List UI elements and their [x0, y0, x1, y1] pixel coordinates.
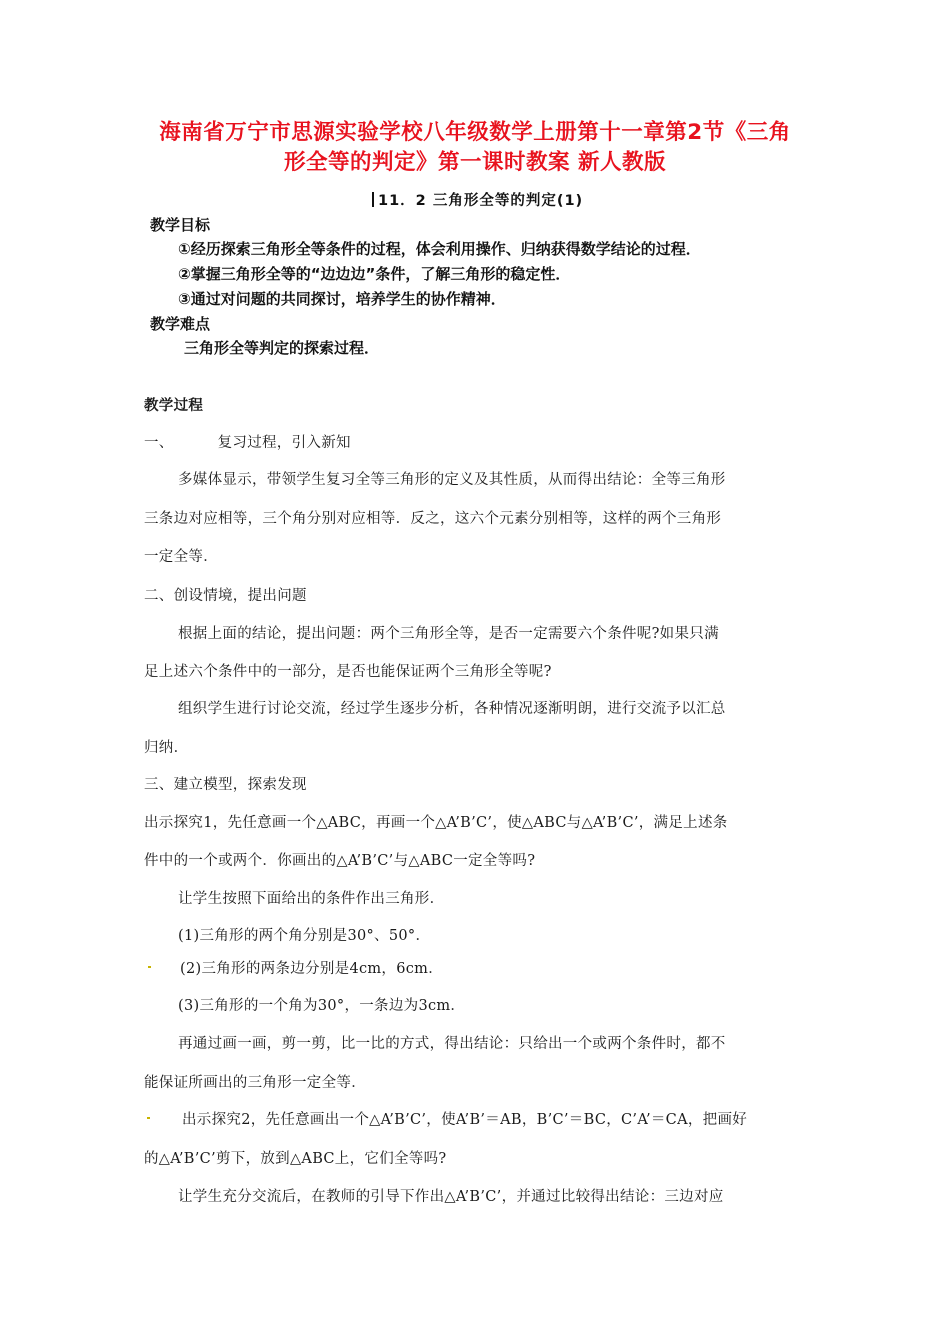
paragraph: 组织学生进行讨论交流，经过学生逐步分析，各种情况逐渐明朗，进行交流予以汇总 [178, 701, 726, 717]
paragraph: 一定全等． [144, 549, 218, 565]
paragraph: 能保证所画出的三角形一定全等． [144, 1075, 366, 1091]
section3-heading: 三、建立模型，探索发现 [144, 777, 307, 793]
paragraph: 归纳． [144, 740, 189, 756]
section1-title: 复习过程，引入新知 [217, 435, 351, 451]
difficulty-text: 三角形全等判定的探索过程． [184, 339, 380, 357]
lesson-heading-text: 11．2 三角形全等的判定(1) [378, 193, 584, 209]
paragraph: 再通过画一画，剪一剪，比一比的方式，得出结论：只给出一个或两个条件时，都不 [178, 1036, 726, 1052]
goals-label: 教学目标 [150, 216, 211, 234]
title-line-2: 形全等的判定》第一课时教案 新人教版 [284, 150, 666, 175]
paragraph: 件中的一个或两个．你画出的△A’B’C’与△ABC一定全等吗? [144, 853, 536, 869]
heading-bar [372, 192, 374, 207]
paragraph: 三条边对应相等，三个角分别对应相等．反之，这六个元素分别相等，这样的两个三角形 [144, 511, 722, 527]
lesson-heading [372, 189, 583, 210]
goal-item: ③通过对问题的共同探讨，培养学生的协作精神． [178, 290, 506, 308]
goal-item: ①经历探索三角形全等条件的过程，体会利用操作、归纳获得数学结论的过程． [178, 240, 701, 258]
paragraph: 出示探究2，先任意画出一个△A’B’C’，使A’B’＝AB，B’C’＝BC，C’A’＝CA，把画好 [182, 1112, 748, 1128]
difficulty-label: 教学难点 [150, 315, 211, 333]
paragraph: 根据上面的结论，提出问题：两个三角形全等，是否一定需要六个条件呢?如果只满 [178, 626, 719, 642]
stray-mark [147, 1117, 150, 1119]
title-line-1: 海南省万宁市思源实验学校八年级数学上册第十一章第2节《三角 [159, 120, 791, 145]
paragraph: 足上述六个条件中的一部分，是否也能保证两个三角形全等呢? [144, 664, 552, 680]
paragraph: 让学生充分交流后，在教师的引导下作出△A’B’C’，并通过比较得出结论：三边对应 [178, 1189, 724, 1205]
paragraph: 的△A’B’C’剪下，放到△ABC上，它们全等吗? [144, 1151, 447, 1167]
condition-item: (3)三角形的一个角为30°，一条边为3cm． [178, 998, 466, 1014]
process-label: 教学过程 [144, 398, 204, 414]
section1-heading [144, 431, 814, 452]
document-title [120, 118, 830, 178]
stray-mark [148, 966, 151, 968]
paragraph: 出示探究1，先任意画一个△ABC，再画一个△A’B’C’，使△ABC与△A’B’C’，满足上述条 [144, 815, 728, 831]
paragraph: 让学生按照下面给出的条件作出三角形． [178, 891, 445, 907]
condition-item: (2)三角形的两条边分别是4cm，6cm． [180, 961, 444, 977]
section1-number: 一、 [144, 435, 174, 451]
goal-item: ②掌握三角形全等的“边边边”条件，了解三角形的稳定性． [178, 265, 571, 283]
condition-item: (1)三角形的两个角分别是30°、50°． [178, 928, 431, 944]
section2-heading: 二、创设情境，提出问题 [144, 588, 307, 604]
paragraph: 多媒体显示，带领学生复习全等三角形的定义及其性质，从而得出结论：全等三角形 [178, 472, 726, 488]
